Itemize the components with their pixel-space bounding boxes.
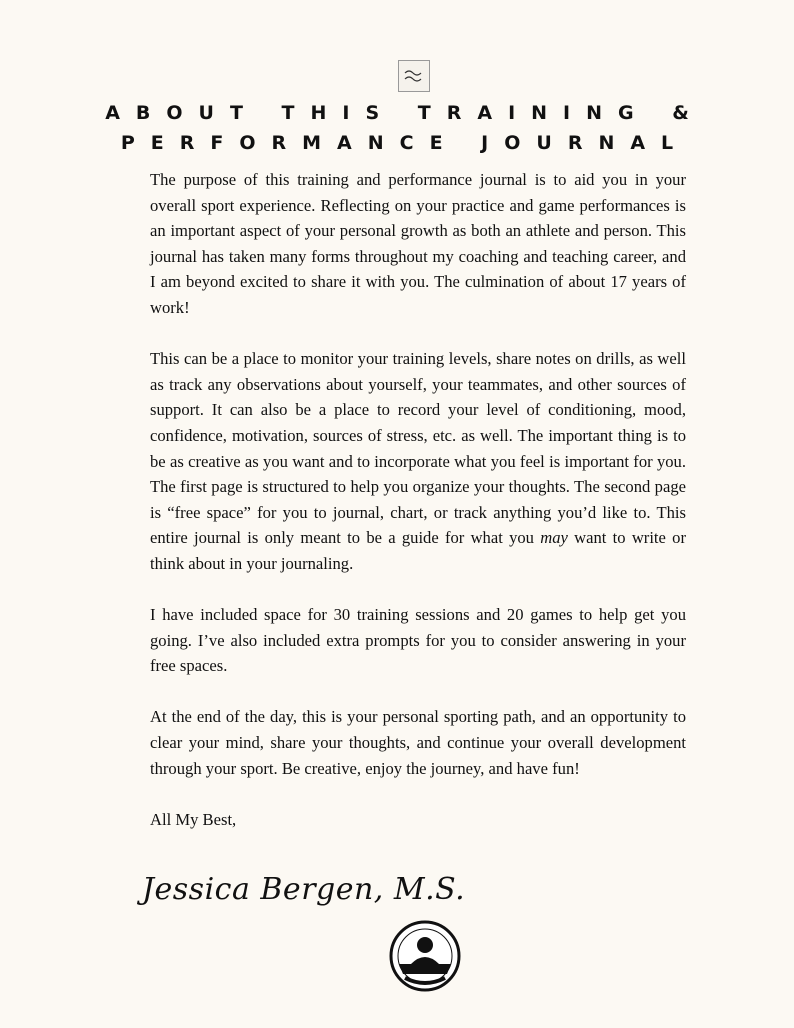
title-line-2: PERFORMANCE JOURNAL — [120, 132, 690, 154]
paragraph-usage-text: This can be a place to monitor your training levels, share notes on drills, as well as track any observations about yourself, your teammates, and other sources of support. It can also be a place to record your level of conditioning, mood, confidence, motivation, sources of stress, etc. as well. The important thing is to be as creative as you want and to incorporate what you feel is important for you. The first page is structured to help you organize your thoughts. The second page is “free space” for you to journal, chart, or track anything you’d like to. This entire journal is only meant to be a guide for what you — [150, 349, 686, 548]
brand-logo — [398, 60, 430, 92]
brand-logo-mark — [401, 63, 427, 89]
paragraph-usage-end: want to write or think about in your journaling. — [150, 528, 686, 573]
page-title — [0, 98, 794, 158]
title-line-1: ABOUT THIS TRAINING & — [105, 102, 705, 124]
womens-side-of-sport-badge — [389, 920, 461, 992]
signature: Jessica Bergen, M.S. — [142, 872, 466, 907]
body-text — [150, 167, 686, 858]
emphasis-may: may — [540, 528, 568, 548]
paragraph-included: I have included space for 30 training sessions and 20 games to help get you going. I’ve also included extra prompts for you to consider answering in your free spaces. — [150, 605, 686, 676]
paragraph-purpose: The purpose of this training and performance journal is to aid you in your overall sport experience. Reflecting on your practice and game performances is an important aspect of your personal growth as both an athlete and person. This journal has taken many forms throughout my coaching and teaching career, and I am beyond excited to share it with you. The culmination of about 17 years of work! — [150, 170, 686, 317]
valediction: All My Best, — [150, 809, 237, 829]
paragraph-usage — [150, 346, 686, 576]
paragraph-closing: At the end of the day, this is your personal sporting path, and an opportunity to clear your mind, share your thoughts, and continue your overall development through your sport. Be creative, enjoy the journey, and have fun! — [150, 707, 686, 778]
